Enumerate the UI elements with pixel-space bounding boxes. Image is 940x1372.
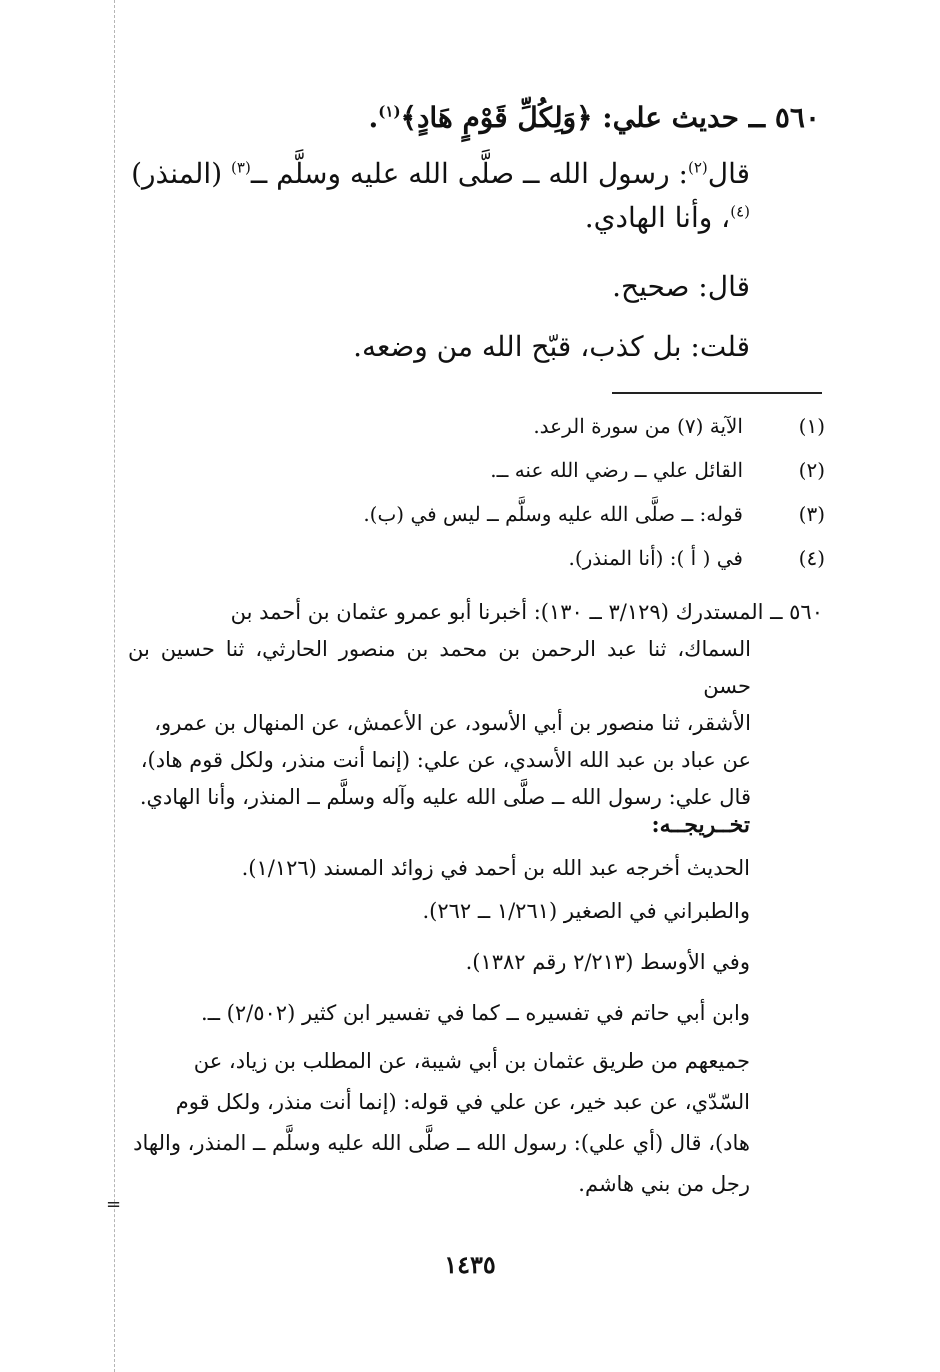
footnote-ref-4: (٤) <box>730 202 750 221</box>
footnote-ref-1: (١) <box>378 102 401 121</box>
takhrij-line: والطبراني في الصغير (١/٢٦١ ــ ٢٦٢). <box>422 899 750 923</box>
page-number: ١٤٣٥ <box>444 1250 496 1279</box>
critique-line: قلت: بل كذب، قبّح الله من وضعه. <box>353 330 750 363</box>
takhrij-paragraph <box>128 1043 750 1203</box>
footnotes <box>300 404 825 580</box>
hadith-heading-end: . <box>368 101 379 134</box>
takhrij-section <box>128 800 750 1203</box>
footnote-ref-3: (٣) <box>231 158 251 177</box>
narration-text <box>122 152 750 240</box>
hadith-heading-text: ٥٦٠ ــ حديث علي: ﴿وَلِكُلِّ قَوْمٍ هَادٍ﴾ <box>400 101 820 134</box>
footnote-text: قوله: ــ صلَّى الله عليه وسلَّم ــ ليس في (ب). <box>363 502 743 526</box>
narration-part: (المنذر) <box>131 157 232 190</box>
narration-part: ، وأنا الهادي. <box>584 201 731 234</box>
footnote-number: (١) <box>798 414 825 438</box>
footnote-item <box>300 492 825 536</box>
takhrij-line: الحديث أخرجه عبد الله بن أحمد في زوائد المسند (١/١٢٦). <box>241 856 750 880</box>
commentary <box>128 594 823 816</box>
footnote-text: القائل علي ــ رضي الله عنه ــ. <box>490 458 743 482</box>
footnote-number: (٢) <box>798 458 825 482</box>
commentary-line: الأشقر، ثنا منصور بن أبي الأسود، عن الأعمش، عن المنهال بن عمرو، <box>154 711 751 735</box>
takhrij-line: وفي الأوسط (٢/٢١٣ رقم ١٣٨٢). <box>465 950 750 974</box>
takhrij-line: وابن أبي حاتم في تفسيره ــ كما في تفسير ابن كثير (٢/٥٠٢) ــ. <box>201 1001 750 1025</box>
takhrij-paragraph-line: جميعهم من طريق عثمان بن أبي شيبة، عن المطلب بن زياد، عن <box>193 1049 750 1073</box>
gutter-mark: = <box>106 1194 122 1215</box>
hadith-heading-block <box>320 96 820 140</box>
hadith-body <box>122 152 750 376</box>
narration-part: : رسول الله ــ صلَّى الله عليه وسلَّم ــ <box>250 157 688 190</box>
commentary-line: قال علي: رسول الله ــ صلَّى الله عليه وآله وسلَّم ــ المنذر، وأنا الهادي. <box>139 785 751 809</box>
footnote-item <box>300 404 825 448</box>
takhrij-paragraph-line: السّدّي، عن عبد خير، عن علي في قوله: (إنما أنت منذر، ولكل قوم <box>175 1090 750 1114</box>
hadith-heading <box>320 96 820 140</box>
takhrij-paragraph-line: هاد)، قال (أي علي): رسول الله ــ صلَّى الله عليه وسلَّم ــ المنذر، والهاد <box>133 1131 750 1155</box>
commentary-line: عن عباد بن عبد الله الأسدي، عن علي: (إنما أنت منذر، ولكل قوم هاد)، <box>140 748 751 772</box>
footnote-item <box>300 448 825 492</box>
narration-part: قال <box>707 157 750 190</box>
footnote-ref-2: (٢) <box>687 158 708 177</box>
commentary-line: ٥٦٠ ــ المستدرك (٣/١٢٩ ــ ١٣٠): أخبرنا أبو عمرو عثمان بن أحمد بن <box>230 600 823 624</box>
footnote-item <box>300 536 825 580</box>
commentary-line: السماك، ثنا عبد الرحمن بن محمد بن منصور الحارثي، ثنا حسين بن حسن <box>128 637 751 698</box>
footnote-number: (٣) <box>798 502 825 526</box>
margin-dashed-line <box>114 0 115 1372</box>
footnote-text: الآية (٧) من سورة الرعد. <box>533 414 743 438</box>
takhrij-paragraph-line: رجل من بني هاشم. <box>578 1172 750 1196</box>
footnote-separator <box>612 392 822 394</box>
ruling-line: قال: صحيح. <box>612 270 750 303</box>
footnote-text: في ( أ ): (أنا المنذر). <box>568 546 743 570</box>
footnote-number: (٤) <box>798 546 825 570</box>
takhrij-title: تخــريجــه: <box>651 812 750 838</box>
